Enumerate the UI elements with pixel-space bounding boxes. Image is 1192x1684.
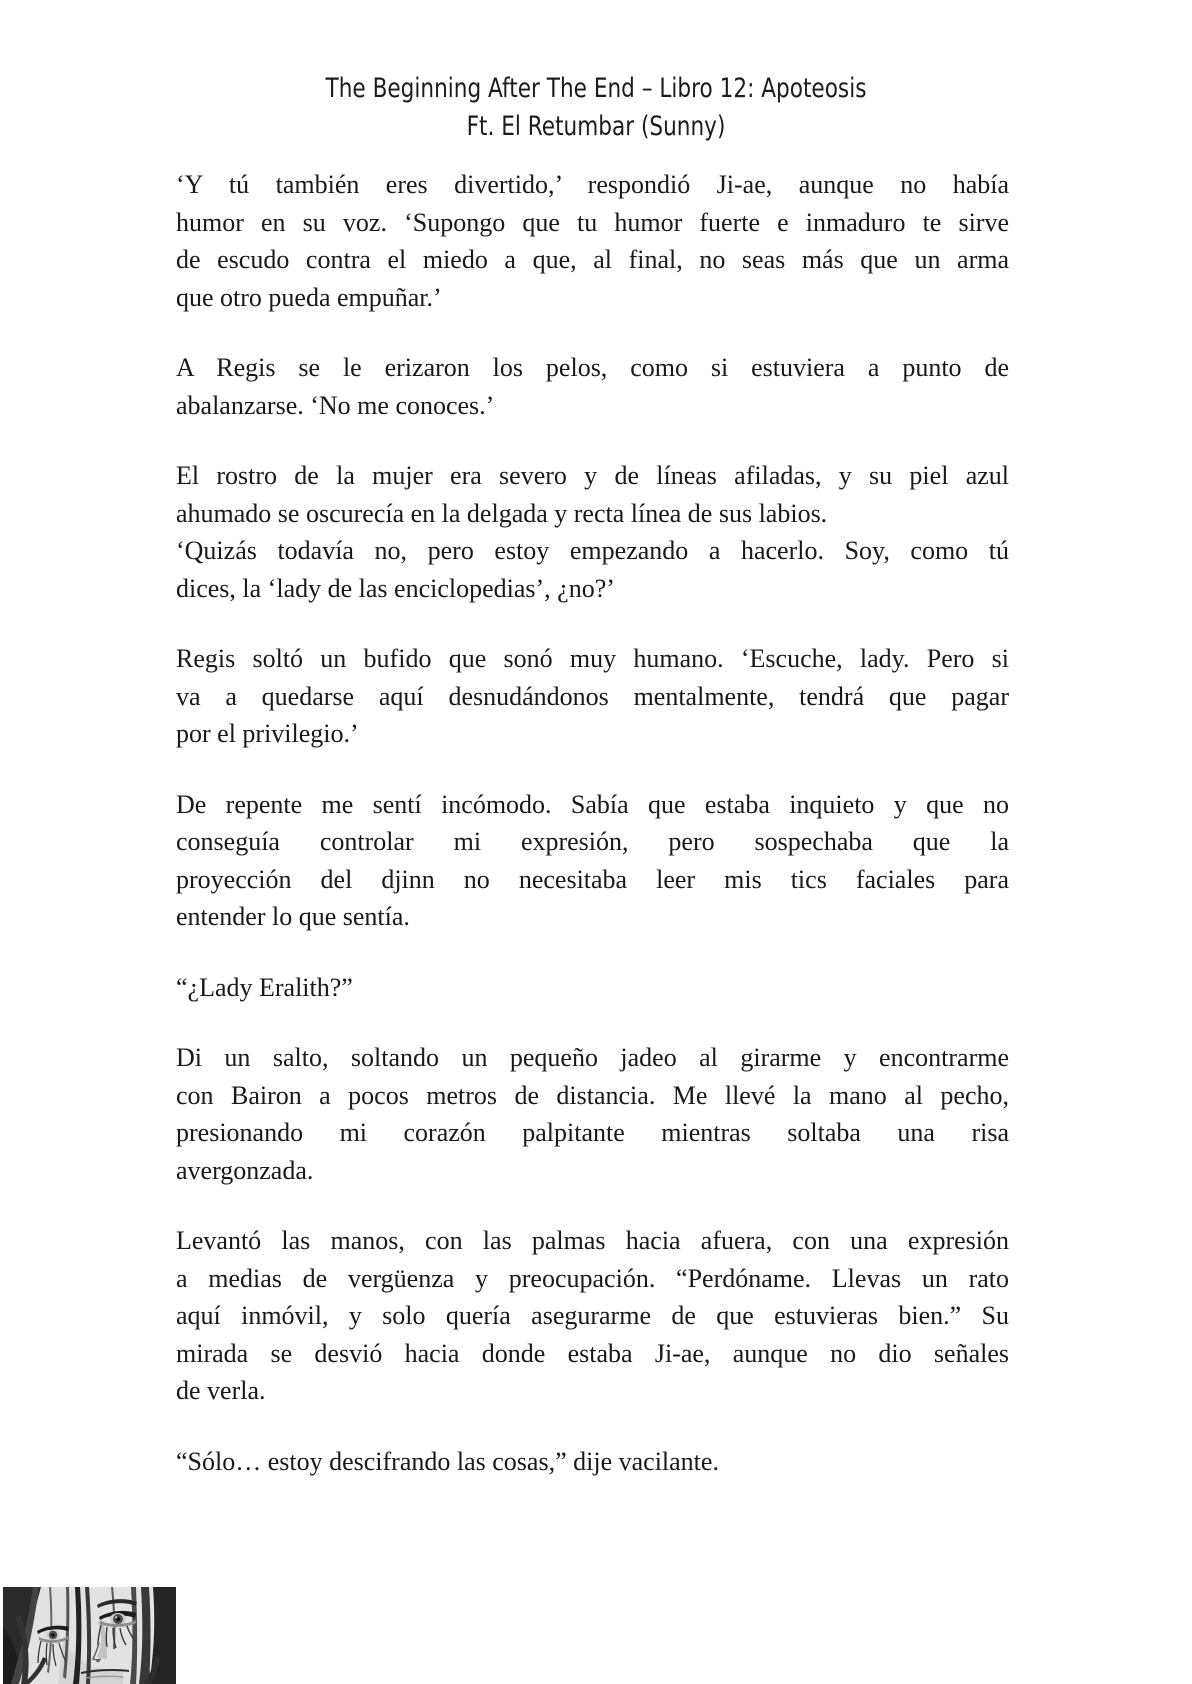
text-line: que otro pueda empuñar.’ — [176, 282, 442, 312]
text-line: con Bairon a pocos metros de distancia. Me llevé la mano al pecho, — [176, 1080, 1009, 1110]
paragraph — [176, 640, 1009, 753]
text-line: a medias de vergüenza y preocupación. “Perdóname. Llevas un rato — [176, 1263, 1009, 1293]
document-body — [176, 166, 1009, 1480]
text-line: dices, la ‘lady de las enciclopedias’, ¿no?’ — [176, 573, 615, 603]
text-line: conseguía controlar mi expresión, pero sospechaba que la — [176, 827, 1009, 856]
text-line: presionando mi corazón palpitante mientras soltaba una risa — [176, 1118, 1009, 1147]
paragraph — [176, 1222, 1009, 1410]
text-line: De repente me sentí incómodo. Sabía que estaba inquieto y que no — [176, 789, 1009, 819]
text-line: ‘Y tú también eres divertido,’ respondió Ji-ae, aunque no había — [176, 170, 1009, 199]
paragraph — [176, 1039, 1009, 1189]
manga-face-image — [3, 1587, 176, 1684]
text-line: “¿Lady Eralith?” — [176, 972, 353, 1002]
paragraph — [176, 786, 1009, 936]
text-line: ‘Quizás todavía no, pero estoy empezando a hacerlo. Soy, como tú — [176, 536, 1009, 565]
text-line: humor en su voz. ‘Supongo que tu humor fuerte e inmaduro te sirve — [176, 207, 1009, 237]
text-line: entender lo que sentía. — [176, 902, 410, 931]
paragraph — [176, 457, 1009, 607]
text-line: ahumado se oscurecía en la delgada y recta línea de sus labios. — [176, 498, 828, 528]
paragraph — [176, 969, 1009, 1007]
text-line: por el privilegio.’ — [176, 719, 359, 748]
text-line: va a quedarse aquí desnudándonos mentalmente, tendrá que pagar — [176, 681, 1009, 711]
document-title — [0, 70, 1192, 146]
document-title-line-1: The Beginning After The End – Libro 12: Apoteosis — [325, 73, 867, 104]
text-line: proyección del djinn no necesitaba leer mis tics faciales para — [176, 864, 1009, 894]
document-title-line-2: Ft. El Retumbar (Sunny) — [466, 111, 726, 142]
text-line: Levantó las manos, con las palmas hacia afuera, con una expresión — [176, 1226, 1009, 1255]
paragraph — [176, 1443, 1009, 1481]
text-line: de escudo contra el miedo a que, al final, no seas más que un arma — [176, 245, 1009, 274]
text-line: Regis soltó un bufido que sonó muy humano. ‘Escuche, lady. Pero si — [176, 644, 1009, 673]
text-line: abalanzarse. ‘No me conoces.’ — [176, 390, 495, 420]
text-line: de verla. — [176, 1376, 266, 1405]
text-line: aquí inmóvil, y solo quería asegurarme de que estuvieras bien.” Su — [176, 1301, 1009, 1330]
text-line: El rostro de la mujer era severo y de líneas afiladas, y su piel azul — [176, 461, 1009, 490]
text-line: Di un salto, soltando un pequeño jadeo al girarme y encontrarme — [176, 1043, 1009, 1072]
text-line: “Sólo… estoy descifrando las cosas,” dije vacilante. — [176, 1446, 719, 1476]
text-line: mirada se desvió hacia donde estaba Ji-ae, aunque no dio señales — [176, 1338, 1009, 1368]
text-line: avergonzada. — [176, 1155, 314, 1185]
text-line: A Regis se le erizaron los pelos, como si estuviera a punto de — [176, 353, 1009, 382]
paragraph — [176, 166, 1009, 316]
paragraph — [176, 349, 1009, 424]
